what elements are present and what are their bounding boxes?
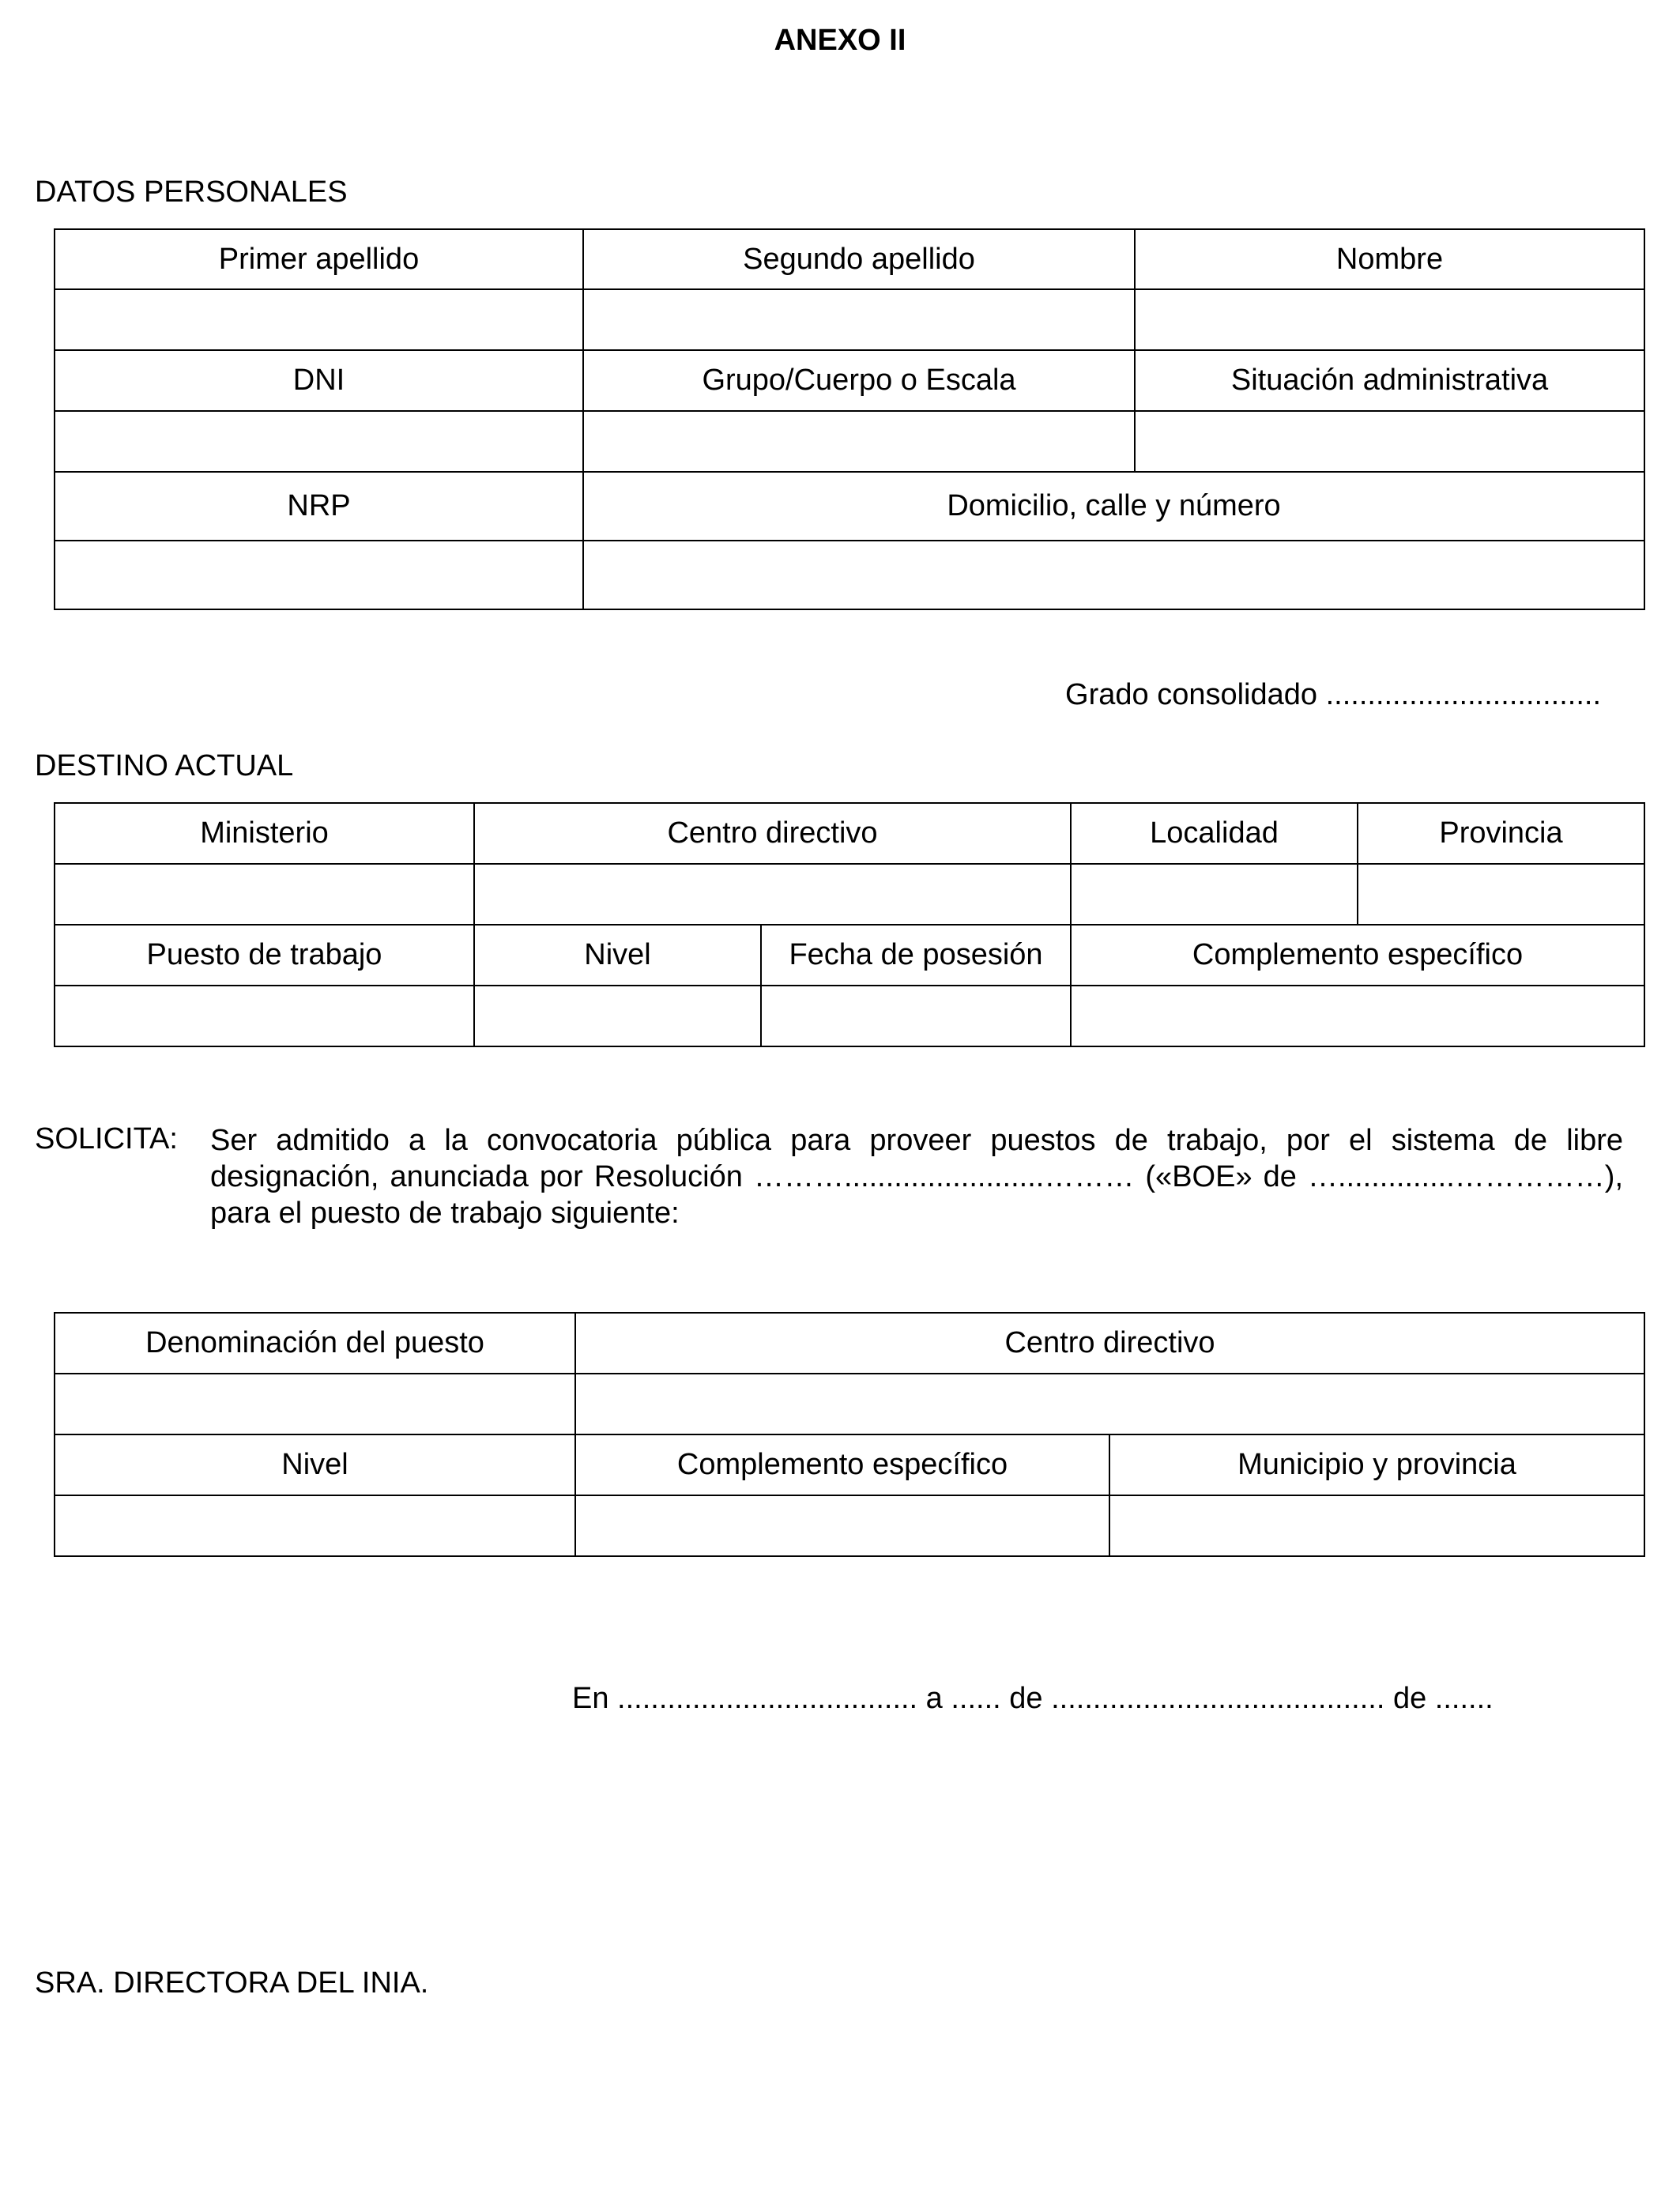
header-centro-directivo-solicitado: Centro directivo	[575, 1313, 1644, 1374]
field-grupo-cuerpo[interactable]	[583, 411, 1135, 472]
table-row	[55, 1434, 1644, 1495]
field-segundo-apellido[interactable]	[583, 289, 1135, 350]
table-row	[55, 1313, 1644, 1374]
personal-data-table	[54, 228, 1645, 610]
field-complemento-especifico-solicitado[interactable]	[575, 1495, 1109, 1556]
addressee: SRA. DIRECTORA DEL INIA.	[35, 1966, 429, 2000]
header-complemento-especifico: Complemento específico	[1071, 925, 1644, 986]
table-row	[55, 1374, 1644, 1434]
table-row	[55, 350, 1644, 411]
header-localidad: Localidad	[1071, 803, 1358, 864]
table-row	[55, 229, 1644, 289]
header-nivel: Nivel	[474, 925, 761, 986]
header-complemento-especifico-solicitado: Complemento específico	[575, 1434, 1109, 1495]
page-title: ANEXO II	[774, 24, 906, 57]
field-nivel[interactable]	[474, 986, 761, 1046]
solicita-label: SOLICITA:	[35, 1122, 178, 1155]
header-grupo-cuerpo: Grupo/Cuerpo o Escala	[583, 350, 1135, 411]
header-segundo-apellido: Segundo apellido	[583, 229, 1135, 289]
field-provincia[interactable]	[1358, 864, 1644, 925]
field-nivel-solicitado[interactable]	[55, 1495, 575, 1556]
header-municipio-y-provincia: Municipio y provincia	[1109, 1434, 1644, 1495]
table-row	[55, 472, 1644, 541]
table-row	[55, 411, 1644, 472]
header-nrp: NRP	[55, 472, 583, 541]
header-nombre: Nombre	[1135, 229, 1644, 289]
field-dni[interactable]	[55, 411, 583, 472]
header-provincia: Provincia	[1358, 803, 1644, 864]
header-fecha-de-posesion: Fecha de posesión	[761, 925, 1071, 986]
header-nivel-solicitado: Nivel	[55, 1434, 575, 1495]
section-label-datos-personales: DATOS PERSONALES	[35, 175, 348, 209]
table-row	[55, 803, 1644, 864]
field-primer-apellido[interactable]	[55, 289, 583, 350]
field-centro-directivo[interactable]	[474, 864, 1071, 925]
section-label-destino-actual: DESTINO ACTUAL	[35, 749, 294, 782]
field-complemento-especifico[interactable]	[1071, 986, 1644, 1046]
field-domicilio[interactable]	[583, 541, 1644, 609]
table-row	[55, 289, 1644, 350]
field-centro-directivo-solicitado[interactable]	[575, 1374, 1644, 1434]
field-localidad[interactable]	[1071, 864, 1358, 925]
table-row	[55, 541, 1644, 609]
requested-post-table	[54, 1312, 1645, 1557]
header-primer-apellido: Primer apellido	[55, 229, 583, 289]
table-row	[55, 925, 1644, 986]
table-row	[55, 986, 1644, 1046]
field-ministerio[interactable]	[55, 864, 474, 925]
field-denominacion-del-puesto[interactable]	[55, 1374, 575, 1434]
field-municipio-y-provincia[interactable]	[1109, 1495, 1644, 1556]
field-fecha-de-posesion[interactable]	[761, 986, 1071, 1046]
header-puesto-de-trabajo: Puesto de trabajo	[55, 925, 474, 986]
table-row	[55, 864, 1644, 925]
current-post-table	[54, 802, 1645, 1047]
field-nombre[interactable]	[1135, 289, 1644, 350]
table-row	[55, 1495, 1644, 1556]
solicita-text: Ser admitido a la convocatoria pública para proveer puestos de trabajo, por el sistema de libre designación, anunciada por Resolución ………........................……… («BOE» de …..............……………), para el puesto de trabajo siguiente:	[210, 1124, 1623, 1230]
field-nrp[interactable]	[55, 541, 583, 609]
field-situacion-administrativa[interactable]	[1135, 411, 1644, 472]
grado-consolidado: Grado consolidado .................................	[1065, 678, 1601, 711]
header-ministerio: Ministerio	[55, 803, 474, 864]
place-and-date-line: En .................................... a ...... de ........................................ de .......	[572, 1682, 1494, 1715]
field-puesto-de-trabajo[interactable]	[55, 986, 474, 1046]
header-dni: DNI	[55, 350, 583, 411]
header-situacion-administrativa: Situación administrativa	[1135, 350, 1644, 411]
header-domicilio: Domicilio, calle y número	[583, 472, 1644, 541]
header-centro-directivo: Centro directivo	[474, 803, 1071, 864]
header-denominacion-del-puesto: Denominación del puesto	[55, 1313, 575, 1374]
